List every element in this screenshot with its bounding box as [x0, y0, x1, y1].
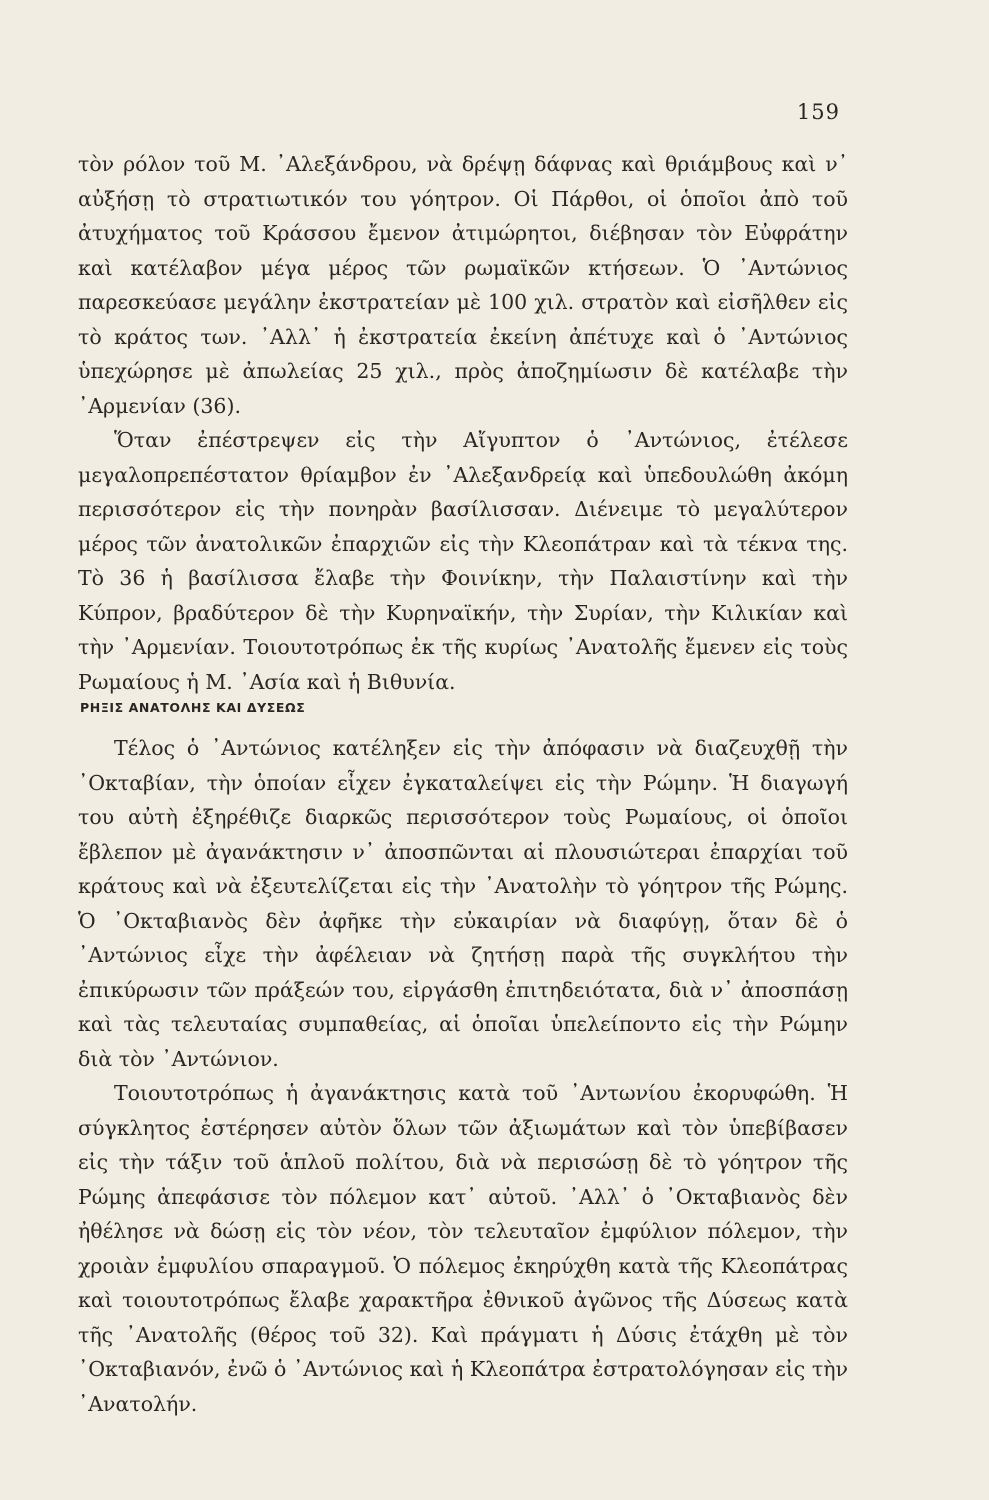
paragraph: Τέλος ὁ ᾿Αντώνιος κατέληξεν εἰς τὴν ἀπόφασιν νὰ διαζευχθῇ τὴν ᾿Οκταβίαν, τὴν ὁποίαν εἶχεν ἐγκαταλείψει εἰς τὴν Ρώμην. Ἡ διαγωγή του αὐτὴ ἐξηρέθιζε διαρκῶς περισσότερον τοὺς Ρωμαίους, οἱ ὁποῖοι ἔβλεπον μὲ ἀγανάκτησιν ν᾿ ἀποσπῶνται αἱ πλουσιώτεραι ἐπαρχίαι τοῦ κράτους καὶ νὰ ἐξευτελίζεται εἰς τὴν ᾿Ανατολὴν τὸ γόητρον τῆς Ρώμης. Ὁ ᾿Οκταβιανὸς δὲν ἀφῆκε τὴν εὐκαιρίαν νὰ διαφύγῃ, ὅταν δὲ ὁ ᾿Αντώνιος εἶχε τὴν ἀφέλειαν νὰ ζητήσῃ παρὰ τῆς συγκλήτου τὴν ἐπικύρωσιν τῶν πράξεών του, εἰργάσθη ἐπιτηδειότατα, διὰ ν᾿ ἀποσπάσῃ καὶ τὰς τελευταίας συμπαθείας, αἱ ὁποῖαι ὑπελείποντο εἰς τὴν Ρώμην διὰ τὸν ᾿Αντώνιον.	[78, 736, 848, 1071]
paragraph: τὸν ρόλον τοῦ Μ. ᾿Αλεξάνδρου, νὰ δρέψῃ δάφνας καὶ θριάμβους καὶ ν᾿ αὐξήσῃ τὸ στρατιωτικόν του γόητρον. Οἱ Πάρθοι, οἱ ὁποῖοι ἀπὸ τοῦ ἀτυχήματος τοῦ Κράσσου ἔμενον ἀτιμώρητοι, διέβησαν τὸν Εὐφράτην καὶ κατέλαβον μέγα μέρος τῶν ρωμαϊκῶν κτήσεων. Ὁ ᾿Αντώνιος παρεσκεύασε μεγάλην ἐκστρατείαν μὲ 100 χιλ. στρατὸν καὶ εἰσῆλθεν εἰς τὸ κράτος των. ᾿Αλλ᾿ ἡ ἐκστρατεία ἐκείνη ἀπέτυχε καὶ ὁ ᾿Αντώνιος ὑπεχώρησε μὲ ἀπωλείας 25 χιλ., πρὸς ἀποζημίωσιν δὲ κατέλαβε τὴν ᾿Αρμενίαν (36).	[78, 152, 848, 418]
text-block-parthian-campaign	[78, 147, 848, 699]
paragraph: Ὅταν ἐπέστρεψεν εἰς τὴν Αἴγυπτον ὁ ᾿Αντώνιος, ἐτέλεσε μεγαλοπρεπέστατον θρίαμβον ἐν ᾿Αλεξανδρείᾳ καὶ ὑπεδουλώθη ἀκόμη περισσότερον εἰς τὴν πονηρὰν βασίλισσαν. Διένειμε τὸ μεγαλύτερον μέρος τῶν ἀνατολικῶν ἐπαρχιῶν εἰς τὴν Κλεοπάτραν καὶ τὰ τέκνα της. Τὸ 36 ἡ βασίλισσα ἔλαβε τὴν Φοινίκην, τὴν Παλαιστίνην καὶ τὴν Κύπρον, βραδύτερον δὲ τὴν Κυρηναϊκήν, τὴν Συρίαν, τὴν Κιλικίαν καὶ τὴν ᾿Αρμενίαν. Τοιουτοτρόπως ἐκ τῆς κυρίως ᾿Ανατολῆς ἔμενεν εἰς τοὺς Ρωμαίους ἡ Μ. ᾿Ασία καὶ ἡ Βιθυνία.	[78, 428, 848, 694]
paragraph: Τοιουτοτρόπως ἡ ἀγανάκτησις κατὰ τοῦ ᾿Αντωνίου ἐκορυφώθη. Ἡ σύγκλητος ἐστέρησεν αὐτὸν ὅλων τῶν ἀξιωμάτων καὶ τὸν ὑπεβίβασεν εἰς τὴν τάξιν τοῦ ἁπλοῦ πολίτου, διὰ νὰ περισώσῃ δὲ τὸ γόητρον τῆς Ρώμης ἀπεφάσισε τὸν πόλεμον κατ᾿ αὐτοῦ. ᾿Αλλ᾿ ὁ ᾿Οκταβιανὸς δὲν ἠθέλησε νὰ δώσῃ εἰς τὸν νέον, τὸν τελευταῖον ἐμφύλιον πόλεμον, τὴν χροιὰν ἐμφυλίου σπαραγμοῦ. Ὁ πόλεμος ἐκηρύχθη κατὰ τῆς Κλεοπάτρας καὶ τοιουτοτρόπως ἔλαβε χαρακτῆρα ἐθνικοῦ ἀγῶνος τῆς Δύσεως κατὰ τῆς ᾿Ανατολῆς (θέρος τοῦ 32). Καὶ πράγματι ἡ Δύσις ἐτάχθη μὲ τὸν ᾿Οκταβιανόν, ἐνῶ ὁ ᾿Αντώνιος καὶ ἡ Κλεοπάτρα ἐστρατολόγησαν εἰς τὴν ᾿Ανατολήν.	[78, 1081, 848, 1416]
section-heading: ΡΗΞΙΣ ΑΝΑΤΟΛΗΣ ΚΑΙ ΔΥΣΕΩΣ	[80, 700, 306, 715]
page-number: 159	[796, 100, 840, 124]
text-block-rupture	[78, 731, 848, 1421]
